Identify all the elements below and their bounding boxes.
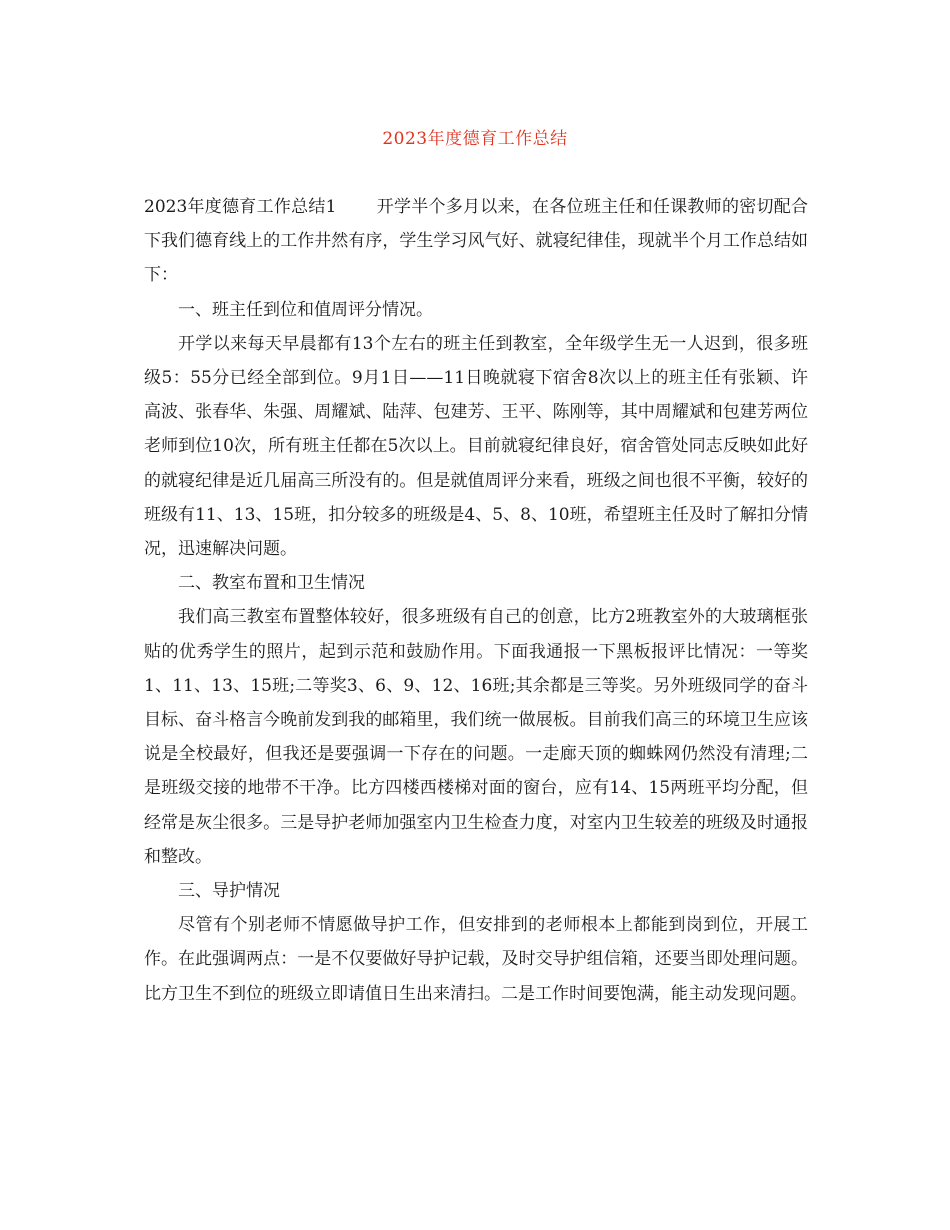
section-2-paragraph: 我们高三教室布置整体较好，很多班级有自己的创意，比方2班教室外的大玻璃框张贴的优秀学生的照片，起到示范和鼓励作用。下面我通报一下黑板报评比情况：一等奖1、11、13、15班;二等奖3、6、9、12、16班;其余都是三等奖。另外班级同学的奋斗目标、奋斗格言今晚前发到我的邮箱里，我们统一做展板。目前我们高三的环境卫生应该说是全校最好，但我还是要强调一下存在的问题。一走廊天顶的蜘蛛网仍然没有清理;二是班级交接的地带不干净。比方四楼西楼梯对面的窗台，应有14、15两班平均分配，但经常是灰尘很多。三是导护老师加强室内卫生检查力度，对室内卫生较差的班级及时通报和整改。: [144, 607, 808, 867]
intro-text: 开学半个多月以来，在各位班主任和任课教师的密切配合下我们德育线上的工作井然有序，学生学习风气好、就寝纪律佳，现就半个月工作总结如下：: [144, 197, 808, 286]
section-1-paragraph: 开学以来每天早晨都有13个左右的班主任到教室，全年级学生无一人迟到，很多班级5：55分已经全部到位。9月1日——11日晚就寝下宿舍8次以上的班主任有张颖、许高波、张春华、朱强、周耀斌、陆萍、包建芳、王平、陈刚等，其中周耀斌和包建芳两位老师到位10次，所有班主任都在5次以上。目前就寝纪律良好，宿舍管处同志反映如此好的就寝纪律是近几届高三所没有的。但是就值周评分来看，班级之间也很不平衡，较好的班级有11、13、15班，扣分较多的班级是4、5、8、10班，希望班主任及时了解扣分情况，迅速解决问题。: [144, 333, 808, 560]
section-3-paragraph: 尽管有个别老师不情愿做导护工作，但安排到的老师根本上都能到岗到位，开展工作。在此强调两点：一是不仅要做好导护记载，及时交导护组信箱，还要当即处理问题。比方卫生不到位的班级立即请值日生出来清扫。二是工作时间要饱满，能主动发现问题。: [144, 915, 808, 1004]
intro-heading: 2023年度德育工作总结1: [144, 197, 337, 217]
document-title: 2023年度德育工作总结: [382, 129, 568, 149]
section-2-heading: 二、教室布置和卫生情况: [178, 573, 365, 594]
section-3-heading: 三、导护情况: [178, 881, 280, 902]
document-body: [144, 190, 808, 1011]
intro-paragraph: [144, 190, 808, 293]
section-1-heading: 一、班主任到位和值周评分情况。: [178, 299, 433, 320]
